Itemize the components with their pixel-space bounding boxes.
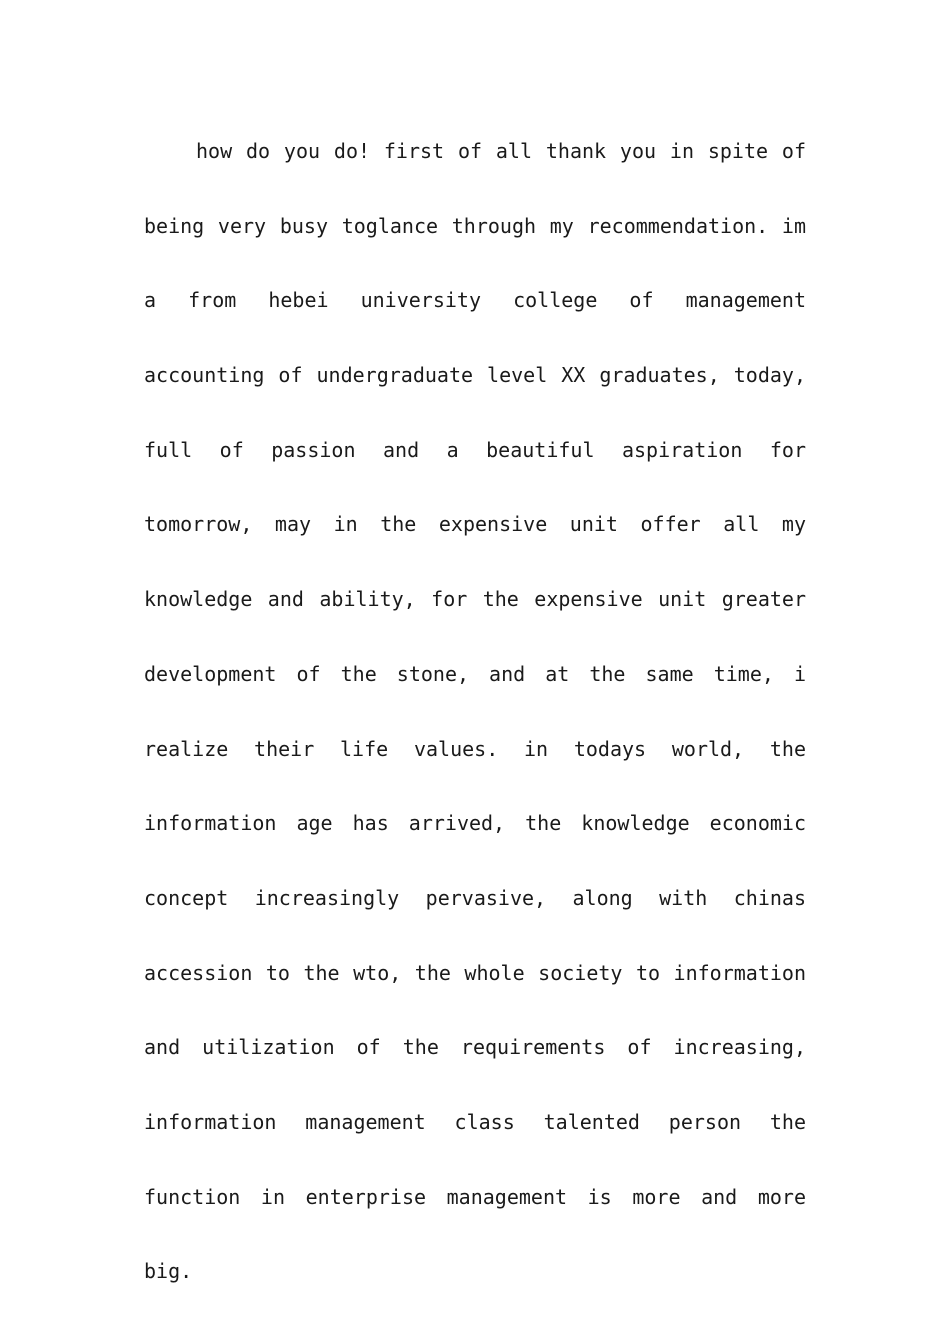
- paragraph-line: being very busy toglance through my recommendation. im: [144, 213, 806, 238]
- paragraph-line: knowledge and ability, for the expensive unit greater: [144, 587, 806, 612]
- paragraph-line: information age has arrived, the knowledge economic: [144, 811, 806, 836]
- body-paragraph: [144, 114, 806, 1284]
- paragraph-line: how do you do! first of all thank you in spite of: [196, 139, 806, 163]
- paragraph-line: concept increasingly pervasive, along with chinas: [144, 885, 806, 910]
- paragraph-line: function in enterprise management is more and more big.: [144, 1184, 806, 1284]
- paragraph-line: accession to the wto, the whole society to information: [144, 960, 806, 985]
- paragraph-line: information management class talented person the: [144, 1109, 806, 1134]
- paragraph-line: accounting of undergraduate level XX graduates, today,: [144, 363, 806, 388]
- paragraph-line: realize their life values. in todays world, the: [144, 736, 806, 761]
- paragraph-line: full of passion and a beautiful aspiration for: [144, 437, 806, 462]
- paragraph-line: and utilization of the requirements of increasing,: [144, 1035, 806, 1060]
- paragraph-line: tomorrow, may in the expensive unit offer all my: [144, 512, 806, 537]
- paragraph-line: development of the stone, and at the same time, i: [144, 661, 806, 686]
- paragraph-line: a from hebei university college of management: [144, 288, 806, 313]
